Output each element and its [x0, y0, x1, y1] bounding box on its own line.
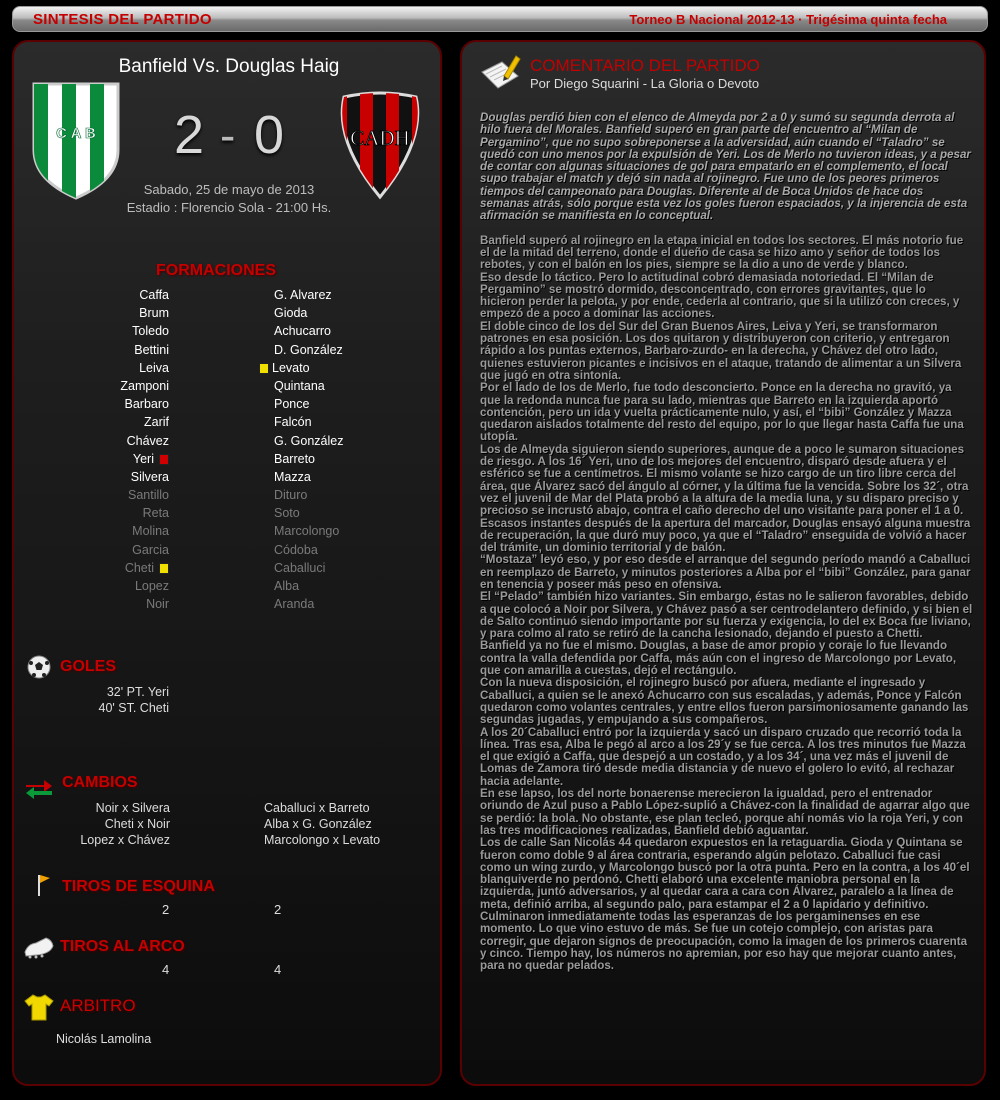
tournament-label: Torneo B Nacional 2012-13 · Trigésima quinta fecha: [629, 12, 947, 27]
home-player: Silvera: [130, 469, 169, 484]
away-substitute: Dituro: [274, 488, 308, 503]
away-player: G. Alvarez: [274, 288, 332, 302]
comment-paragraph: Los de Almeyda siguieron siendo superiores, aunque de a poco le sumaron situaciones de riesgo. A los 16´ Yeri, uno de los mejores del encuentro, disparó desde afuera y el esférico se fue a centímetros. El mismo volante se hizo cargo de un tiro libre cerca del área, que Álvarez sacó del ángulo al córner, y la última fue la vencida. Sobre los 32´, otra vez el juvenil de Mar del Plata probó a la altura de la media luna, y su disparo preciso y precioso se incrustó abajo, contra el caño derecho del uno visitante para poner el 1 a 0.: [480, 442, 969, 518]
goal-item: 32' PT. Yeri: [106, 685, 169, 699]
corners-title: TIROS DE ESQUINA: [62, 878, 215, 895]
away-player: Levato: [259, 359, 434, 377]
comment-body: [480, 112, 974, 972]
away-player: G. González: [274, 433, 344, 448]
away-player: Achucarro: [274, 324, 331, 339]
substitution-item: Marcolongo x Levato: [264, 833, 381, 847]
comment-paragraph: A los 20´Caballuci entró por la izquierda y sacó un disparo cruzado que recorrió toda la línea. Tras esa, Alba le pegó al arco a los 29´y se fue cerca. A los tres minutos fue Mazza el que exigió a Caffa, que despejó a un costado, y a los 34´, una vez más el juvenil de Lomas de Zamora tiró desde media distancia y de nuevo el golero lo evitó, al rechazar hacia adelante.: [480, 725, 966, 788]
comment-title: COMENTARIO DEL PARTIDO: [530, 56, 760, 75]
comment-paragraph: Banfield ya no fue el mismo. Douglas, a base de amor propio y coraje lo fue llevando contra la valla defendida por Caffa, más aún con el ingreso de Marcolongo por Levato, que con amarilla a cuestas, dejó el rectángulo.: [480, 639, 957, 678]
commentary-panel: [460, 40, 986, 1086]
goals-list: [54, 684, 169, 716]
substitution-item: Caballuci x Barreto: [264, 801, 370, 815]
match-summary-panel: [12, 40, 442, 1086]
home-substitute: Santillo: [128, 488, 169, 503]
away-substitute: Códoba: [274, 542, 318, 557]
home-substitute: Lopez: [134, 579, 169, 593]
substitution-item: Lopez x Chávez: [80, 833, 170, 847]
home-player: Brum: [139, 306, 169, 321]
comment-paragraph: Escasos instantes después de la apertura del marcador, Douglas ensayó alguna muestra de recuperación, la que duró muy poco, ya que el “Taladro” enseguida de volvió a hacer del trámite, un dominio territorial y de balón.: [480, 516, 971, 555]
home-player: Chávez: [126, 433, 169, 448]
home-substitute: Garcia: [132, 542, 169, 557]
score-separator: -: [220, 109, 236, 161]
away-substitute: Aranda: [274, 597, 315, 612]
football-boot-icon: [22, 934, 56, 960]
home-player: Caffa: [139, 288, 169, 302]
top-bar: [12, 6, 988, 32]
away-player: Quintana: [274, 378, 325, 393]
formaciones-title: FORMACIONES: [156, 262, 276, 279]
comment-paragraph: El “Pelado” también hizo variantes. Sin embargo, éstas no le salieron favorables, debido a que colocó a Noir por Silvera, y Chávez pasó a ser centrodelantero definido, y si bien el de Salto continuó siendo importante por su fuerza y exigencia, lo del ex Boca fue liviano, y para colmo al rato se retiró de la cancha lesionado, dejando el puesto a Chetti.: [480, 590, 973, 641]
goal-item: 40' ST. Cheti: [98, 701, 169, 715]
home-player: Toledo: [132, 324, 169, 339]
home-lineup: [14, 286, 169, 613]
away-player: Mazza: [274, 469, 311, 484]
comment-paragraph: Banfield superó al rojinegro en la etapa inicial en todos los sectores. El más notorio fue el de la mitad del terreno, donde el dueño de casa se hizo amo y señor de todos los rebotes, y con el balón en los pies, siempre se la dio a uno de verde y blanco.: [480, 233, 964, 272]
match-date: Sabado, 25 de mayo de 2013: [143, 182, 315, 197]
comment-paragraph: Eso desde lo táctico. Pero lo actitudinal cobró demasiada notoriedad. El “Milan de Pergamino” se mostró dormido, desconcentrado, con errores gravitantes, que lo hicieron perder la pelota, y por ende, cederla al contrario, que si la utilizó con creces, y empezó de a poco a dominar las acciones.: [480, 270, 960, 321]
home-player: Bettini: [134, 342, 169, 357]
match-venue: Estadio : Florencio Sola - 21:00 Hs.: [126, 200, 332, 215]
comment-paragraph: “Mostaza” leyó eso, y por eso desde el arranque del segundo período mandó a Caballuci en reemplazo de Barreto, y minutos posteriores a Alba por el “bibi” González, para ganar en tenencia y poseer más peso en ofensiva.: [480, 553, 971, 591]
substitution-item: Cheti x Noir: [104, 817, 170, 831]
away-shots: 4: [274, 962, 282, 977]
cambios-title: CAMBIOS: [62, 774, 138, 791]
home-shots: 4: [162, 962, 170, 977]
away-player: D. González: [274, 342, 343, 357]
match-title: Banfield Vs. Douglas Haig: [118, 56, 340, 77]
home-substitutions: [34, 800, 170, 848]
substitution-item: Noir x Silvera: [95, 801, 170, 815]
comment-paragraph: Culminaron inmediatamente todas las esperanzas de los pergaminenses en ese momento. Lo que vino estuvo de más. Se fue un cotejo complejo, con aristas para corregir, que dejaron signos de preocupación, como la imagen de los primeros cuarenta y cinco. Tiempo hay, los números no apremian, por eso hay que mejorar cuanto antes, para no quedar pelados.: [480, 910, 968, 973]
away-substitutions: [264, 800, 434, 848]
comment-paragraph: Los de calle San Nicolás 44 quedaron expuestos en la retaguardia. Gioda y Quintana se fueron como doble 9 al área contraria, esperando algún pelotazo. Caballuci fue casi como un wing zurdo, y Marcolongo buscó por la otra punta. Pero en la contra, a los 40´el blanquiverde no perdonó. Chetti elaboró una excelente maniobra personal en la izquierda, juntó adversarios, y al quedar cara a cara con Álvarez, paralelo a la línea de meta, definió arriba, al segundo palo, para estampar el 2 a 0 lapidario y definitivo.: [480, 836, 970, 911]
away-substitute: Caballuci: [274, 560, 326, 575]
away-corners: 2: [274, 902, 282, 917]
home-substitute: Molina: [132, 524, 169, 539]
goles-title: GOLES: [60, 658, 117, 675]
home-player: Zarif: [144, 415, 169, 430]
home-corners: 2: [162, 902, 170, 917]
away-player: Falcón: [274, 415, 312, 430]
home-substitute: Reta: [142, 506, 169, 521]
notepad-pencil-icon: [478, 52, 522, 94]
header-title: SINTESIS DEL PARTIDO: [33, 11, 212, 28]
home-player: Barbaro: [124, 397, 169, 412]
away-substitute: Soto: [274, 506, 300, 521]
away-score: 0: [254, 105, 285, 165]
substitution-arrows-icon: [24, 776, 54, 802]
home-crest-text: C A B: [56, 125, 96, 142]
comment-author: Por Diego Squarini - La Gloria o Devoto: [530, 76, 760, 91]
away-player: Ponce: [274, 397, 310, 412]
comment-intro: Douglas perdió bien con el elenco de Almeyda por 2 a 0 y sumó su segunda derrota al hilo fuera del Morales. Banfield superó en gran parte del encuentro al “Milan de Pergamino”, que no supo sobreponerse a la adversidad, aún cuando el “Taladro” se quedó con uno menos por la expulsión de Yeri. Los de Merlo no tuvieron ideas, y a pesar de contar con algunas situaciones de gol para empatarlo en el complemento, el local supo trabajar el match y dejó sin nada al rojinegro. Fue uno de los peores primeros tiempos del campeonato para Douglas. Diferente al de Boca Unidos de hace dos semanas atrás, sólo porque esta vez los goles fueron espaciados, y la injerencia de esta afirmación se manifiesta en lo conceptual.: [480, 111, 971, 223]
away-substitute: Marcolongo: [274, 524, 340, 539]
yellow-card-icon: [159, 563, 169, 574]
soccer-ball-icon: [26, 654, 52, 680]
referee-name: Nicolás Lamolina: [56, 1032, 152, 1046]
away-lineup: [274, 286, 434, 613]
comment-paragraph: Con la nueva disposición, el rojinegro buscó por afuera, mediante el ingresado y Caballuci, a quien se le anexó Achucarro con sus escaladas, y además, Ponce y Falcón quedaron como volantes centrales, y entre ellos fueron parsimoniosamente ganando las segundas jugadas, y empujando a sus compañeros.: [480, 676, 969, 727]
red-card-icon: [159, 454, 169, 465]
comment-paragraph: El doble cinco de los del Sur del Gran Buenos Aires, Leiva y Yeri, se transformaron patrones en esa posición. Los dos quitaron y distribuyeron con criterio, y entregaron rápido a los puntas externos, Barbaro-zurdo- en la derecha, y Chávez del otro lado, quienes estuvieron picantes e incisivos en el ataque, tratando de alimentar a un Silvera que jugó en otra sintonía.: [480, 319, 962, 382]
home-player: Leiva: [139, 360, 169, 375]
comment-paragraph: En ese lapso, los del norte bonaerense merecieron la igualdad, pero el entrenador oriundo de Azul puso a Pablo López-suplió a Chávez-con la finalidad de agarrar algo que se perdió: la bola. No obstante, ese plan tecleó, porque ahí nomás vio la roja Yeri, y con las tres modificaciones realizadas, Banfield debió aguantar.: [480, 787, 970, 837]
comment-paragraph: Por el lado de los de Merlo, fue todo desconcierto. Ponce en la derecha no gravitó, ya que la redonda nunca fue para su lado, mientras que Barreto en la izquierda aportó contención, pero un ida y vuelta prácticamente nulo, y así, el “bibi” González y Mazza quedaron aislados totalmente del resto del equipo, por lo que llegar hasta Caffa fue una utopía.: [480, 381, 964, 444]
away-player: Gioda: [274, 306, 308, 321]
home-player: Zamponi: [120, 378, 169, 393]
yellow-card-icon: [259, 363, 269, 374]
corner-flag-icon: [32, 872, 58, 898]
home-substitute: Noir: [146, 597, 169, 612]
referee-shirt-icon: [24, 992, 54, 1022]
away-crest-text: CADH: [350, 126, 410, 150]
arbitro-title: ARBITRO: [60, 996, 136, 1015]
away-substitute: Alba: [274, 579, 300, 593]
home-player: Yeri: [14, 450, 169, 468]
home-substitute: Cheti: [14, 559, 169, 577]
away-player: Barreto: [274, 451, 315, 466]
home-score: 2: [174, 105, 205, 165]
substitution-item: Alba x G. González: [264, 817, 372, 831]
shots-title: TIROS AL ARCO: [60, 938, 185, 955]
